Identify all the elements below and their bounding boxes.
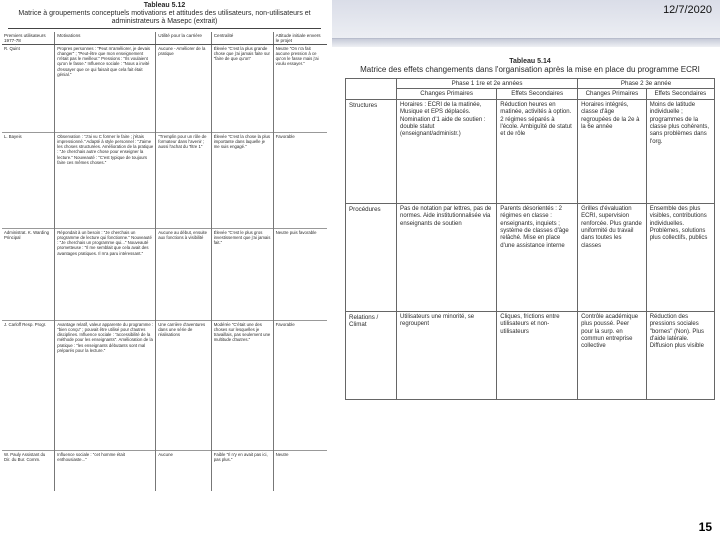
phase-2-header: Phase 2 3e année — [578, 79, 715, 89]
table-cell: Moins de latitude individuelle ; programmes de la classe plus cohérents, sans problèmes dans l'org. — [646, 99, 714, 203]
table-5-12 — [2, 0, 327, 540]
table-cell: Cliques, frictions entre utilisateurs et non-utilisateurs — [497, 311, 578, 399]
table-cell: Réduction heures en matinée, activités à option. 2 régimes séparés à l'école. Ambiguïté de statut et de rôle — [497, 99, 578, 203]
page-number: 15 — [698, 520, 712, 534]
table-cell: "Tremplin pour un rôle de formateur dans l'avenir ; aussi l'achat du Titre 1" — [156, 133, 211, 229]
row-label: Structures — [346, 99, 397, 203]
table-5-14 — [345, 58, 715, 400]
table-cell: Parents désorientés : 2 régimes en classe : enseignants, inquiets ; système de classes d'âge relâché. Mise en place d'une assistance interne — [497, 203, 578, 311]
table-row — [2, 229, 327, 321]
table-cell: Propres personnes : "Peut m'améliorer, je devais changer" ; "Peut-être que mon enseignement n'était pas le meilleur." Pressions : "Ils voulaient qu'on le fasse." Influence sociale : "Nous a invité d'essayer que ce qui faisait que cela fait était génial." — [55, 45, 156, 133]
table-cell: R. Quint — [2, 45, 55, 133]
table-cell: Ensemble des plus visibles, contributions individuelles. Problèmes, solutions plus collectifs, publics — [646, 203, 714, 311]
table-cell: Favorable — [273, 133, 327, 229]
table-cell: J. Carloff Resp. Progr. — [2, 321, 55, 451]
table-cell: Pas de notation par lettres, pas de normes. Aide institutionnalisée via enseignants de soutien — [397, 203, 497, 311]
table-cell: Élevée "C'est la plus grande chose que j'ai jamais faite sur "faire de que qu'on" — [211, 45, 273, 133]
table-cell: Neutre — [273, 451, 327, 491]
slide-date: 12/7/2020 — [663, 4, 712, 16]
table-cell: Aucune - Améliorer de la pratique — [156, 45, 211, 133]
table-cell: Réduction des pressions sociales "bornes" (Non). Plus d'aide latérale. Diffusion plus visible — [646, 311, 714, 399]
table-cell: Avantage relatif, valeur apparente du programme : "bien conçu" ; pouvait être utilisé pour d'autres disciplines. Influence sociale : "accessibilité de la méthode pour les enseignants". Amélioration de la pratique : "les enseignants débutants sont mal préparés pour la lecture." — [55, 321, 156, 451]
table-row — [2, 45, 327, 133]
phase-header-row — [346, 79, 715, 89]
slide-header-bar — [332, 0, 720, 38]
table-cell: Répondait à un besoin : "Je cherchais un programme de lecture qui fonctionne." Nouveauté : "Je cherchais un programme qui..." Nouveauté prometteuse : "Il me semblait que cela avait des avantages pratiques. Il m'a paru intéressant." — [55, 229, 156, 321]
table-row — [2, 321, 327, 451]
header-cell: Centralité — [211, 32, 273, 45]
table-cell: Observation : "J'ai vu C former le faire ; j'étais impressionné." Adapté à style personnel : "J'aime les choses structurées. Amélioration de la pratique : "Je cherchais autre chose pour enseigner la lecture." Nouveauté : "C'est typique de toujours faire ces mêmes choses." — [55, 133, 156, 229]
table-row — [2, 451, 327, 491]
table-5-12-subtitle: Matrice à groupements conceptuels motivations et attitudes des utilisateurs, non-utilisateurs et administrateurs à Masepc (extrait) — [8, 10, 321, 29]
table-cell: L. Bayeis — [2, 133, 55, 229]
header-cell: Attitude initiale envers le projet — [273, 32, 327, 45]
table-row — [346, 311, 715, 399]
table-5-12-grid — [2, 32, 327, 491]
header-cell: Utilité pour la carrière — [156, 32, 211, 45]
row-label: Procédures — [346, 203, 397, 311]
column-header-row — [346, 89, 715, 99]
table-cell: Influence sociale : "cet homme était enthousiaste..." — [55, 451, 156, 491]
table-cell: Contrôle académique plus poussé. Peer pour la surp. en commun entreprise collective — [578, 311, 647, 399]
table-cell: Modérée "C'était une des choses sur lesquelles je travaillais, pas seulement une multitude d'autres." — [211, 321, 273, 451]
table-cell: Administrat. K. Warding Principal — [2, 229, 55, 321]
table-cell: Neutre "On n'a fait aucune pression à ce qu'on le fasse mais j'ai voulu essayer." — [273, 45, 327, 133]
table-cell: W. Pauly Assistant du Dir. du Bur. Comm. — [2, 451, 55, 491]
table-cell: Horaires intégrés, classe d'âge regroupées de la 2e à la 6e année — [578, 99, 647, 203]
header-cell: Motivations — [55, 32, 156, 45]
table-cell: Utilisateurs une minorité, se regroupent — [397, 311, 497, 399]
corner-cell — [346, 79, 397, 100]
table-cell: Neutre puis favorable — [273, 229, 327, 321]
table-cell: Aucune au début, ensuite aux fonctions à visibilité — [156, 229, 211, 321]
table-cell: Horaires : ECRI de la matinée, Musique et EPS déplacés. Nomination d'1 aide de soutien : double statut (enseignant/administr.) — [397, 99, 497, 203]
table-5-14-grid — [345, 78, 715, 400]
table-row — [346, 99, 715, 203]
phase-1-header: Phase 1 1re et 2e années — [397, 79, 578, 89]
table-5-14-subtitle: Matrice des effets changements dans l'organisation après la mise en place du programme ECRI — [360, 65, 700, 74]
table-cell: Faible "Il n'y en avait pas ici, pas plus." — [211, 451, 273, 491]
column-header: Changes Primaires — [578, 89, 647, 99]
table-row — [2, 133, 327, 229]
column-header: Effets Secondaires — [646, 89, 714, 99]
slide-header-divider — [332, 38, 720, 47]
table-cell: Aucune — [156, 451, 211, 491]
row-label: Relations / Climat — [346, 311, 397, 399]
table-row — [346, 203, 715, 311]
table-cell: Élevée "C'est la chose la plus importante dans laquelle je me suis engagé." — [211, 133, 273, 229]
column-header: Effets Secondaires — [497, 89, 578, 99]
header-cell: Premiers utilisateurs 1977-78 — [2, 32, 55, 45]
table-5-12-header-row — [2, 32, 327, 45]
table-5-12-title: Tableau 5.12 — [143, 2, 186, 9]
table-cell: Favorable — [273, 321, 327, 451]
table-5-14-title: Tableau 5.14 — [509, 58, 551, 65]
table-cell: Grilles d'évaluation ECRI, supervision renforcée. Plus grande uniformité du travail dans toutes les classes — [578, 203, 647, 311]
column-header: Changes Primaires — [397, 89, 497, 99]
table-cell: Une carrière d'aventures dans une série de réalisations — [156, 321, 211, 451]
table-cell: Élevée "C'est le plus gros investissement que j'ai jamais fait." — [211, 229, 273, 321]
